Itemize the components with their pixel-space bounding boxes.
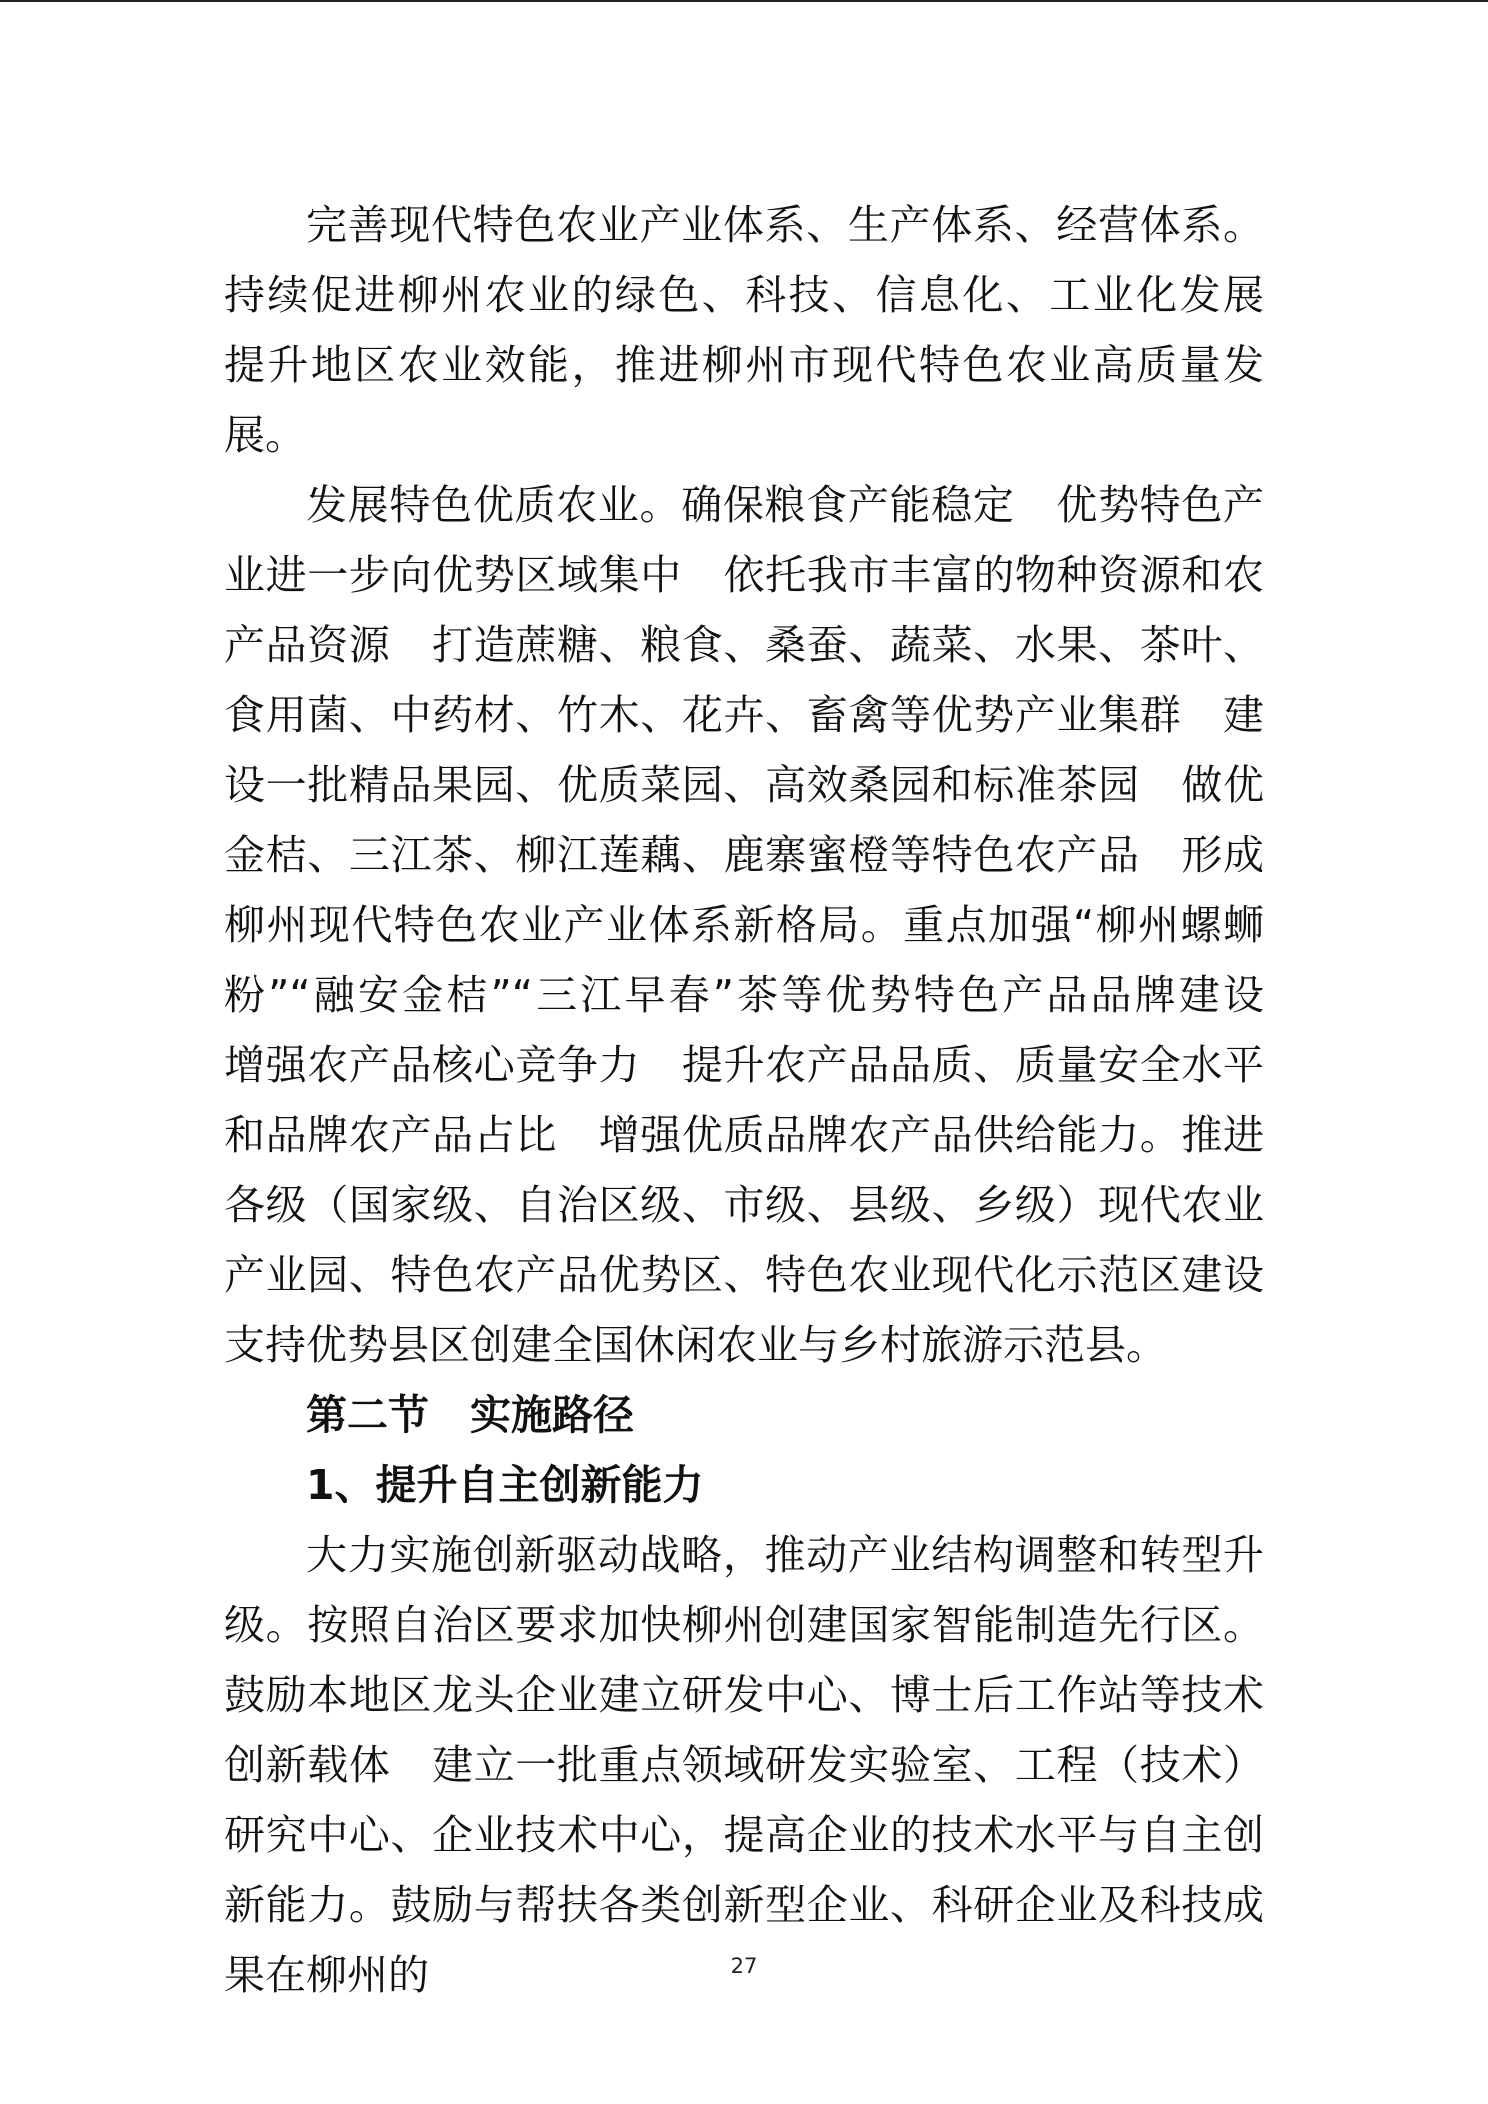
top-border-line [0,0,1488,2]
paragraph-innovation: 大力实施创新驱动战略，推动产业结构调整和转型升级。按照自治区要求加快柳州创建国家智能制造先行区。鼓励本地区龙头企业建立研发中心、博士后工作站等技术创新载体 建立一批重点领域研发实验室、工程（技术）研究中心、企业技术中心，提高企业的技术水平与自主创新能力。鼓励与帮扶各类创新型企业、科研企业及科技成果在柳州的 [224,1531,1264,1999]
page-body [224,190,1305,2010]
page-number: 27 [730,1954,758,1978]
paragraph-agriculture-system: 完善现代特色农业产业体系、生产体系、经营体系。持续促进柳州农业的绿色、科技、信息化、工业化发展 提升地区农业效能，推进柳州市现代特色农业高质量发展。 [224,201,1305,459]
paragraph-specialty-agriculture: 发展特色优质农业。确保粮食产能稳定 优势特色产业进一步向优势区域集中 依托我市丰富的物种资源和农产品资源 打造蔗糖、粮食、桑蚕、蔬菜、水果、茶叶、食用菌、中药材、竹木、花卉、畜禽等优势产业集群 建设一批精品果园、优质菜园、高效桑园和标准茶园 做优金桔、三江茶、柳江莲藕、鹿寨蜜橙等特色农产品 形成柳州现代特色农业产业体系新格局。重点加强“柳州螺蛳粉”“融安金桔”“三江早春”茶等优势特色产品品牌建设 增强农产品核心竞争力 提升农产品品质、质量安全水平和品牌农产品占比 增强优质品牌农产品供给能力。推进各级（国家级、自治区级、市级、县级、乡级）现代农业产业园、特色农产品优势区、特色农业现代化示范区建设 支持优势县区创建全国休闲农业与乡村旅游示范县。 [224,481,1305,1369]
section-heading: 第二节 实施路径 [306,1391,634,1439]
subsection-heading: 1、提升自主创新能力 [306,1461,704,1509]
